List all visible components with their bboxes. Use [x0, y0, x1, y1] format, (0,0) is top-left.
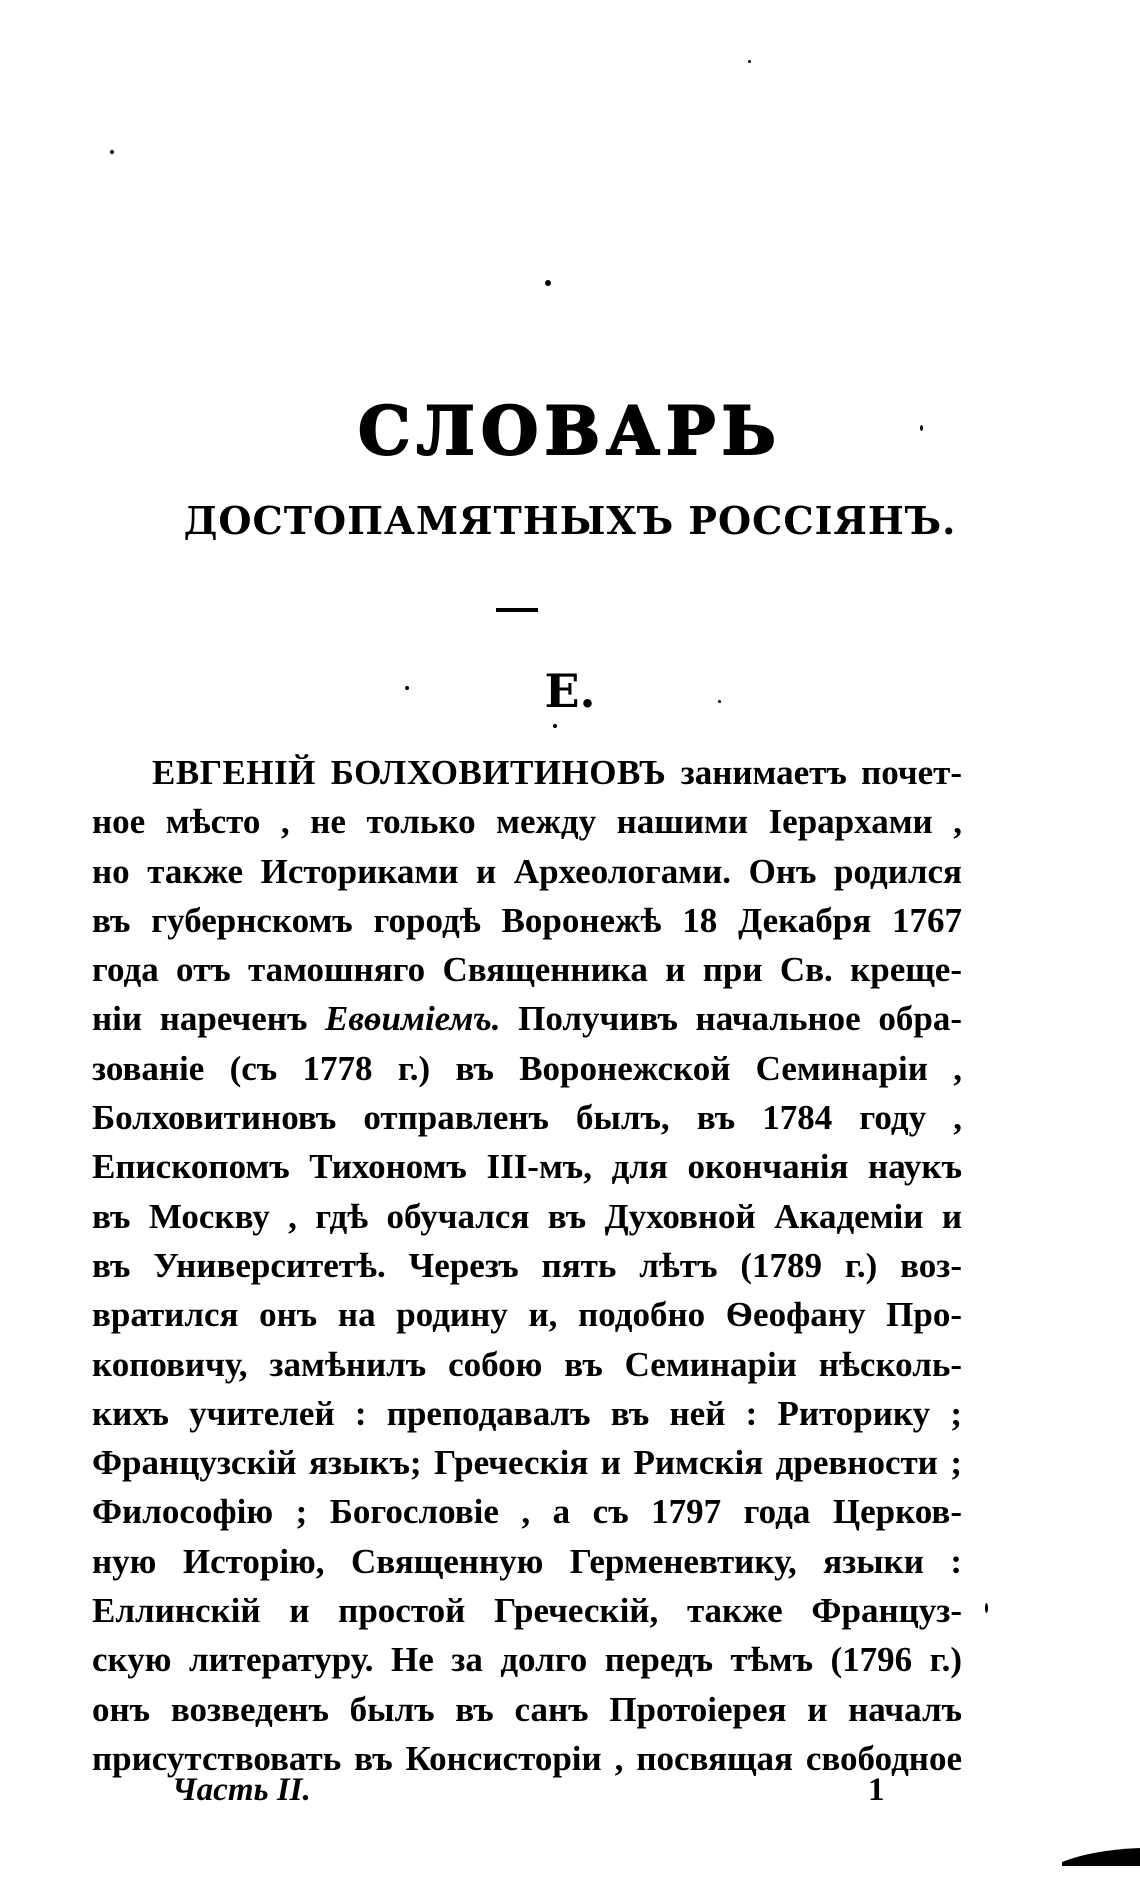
text-line: скую литературу. Не за долго передъ тѣмъ (1796 г.) [92, 1640, 962, 1680]
scan-speck [545, 280, 551, 286]
scan-edge-mark [1062, 1848, 1140, 1866]
entry-headword: ЕВГЕНІЙ БОЛХОВИТИНОВЪ [152, 753, 667, 792]
text-line: вратился онъ на родину и, подобно Ѳеофану Про- [92, 1295, 962, 1335]
page-subtitle: ДОСТОПАМЯТНЫХЪ РОССІЯНЪ. [183, 498, 957, 543]
text-line-content: занимаетъ почет- [666, 753, 962, 792]
volume-label: Часть II. [172, 1772, 311, 1808]
text-line: Еллинскій и простой Греческій, также Француз- [92, 1591, 962, 1631]
text-line [92, 748, 962, 797]
text-line: Философію ; Богословіе , а съ 1797 года Церков- [92, 1492, 962, 1532]
section-letter-heading: Е. [544, 664, 596, 718]
scan-speck [985, 1603, 988, 1613]
title-rule-divider [496, 608, 538, 612]
text-line: въ Москву , гдѣ обучался въ Духовной Академіи и [92, 1196, 962, 1236]
text-line: въ губернскомъ городѣ Воронежѣ 18 Декабря 1767 [92, 900, 962, 940]
text-line: кихъ учителей : преподавалъ въ ней : Риторику ; [92, 1393, 962, 1433]
entry-body [92, 748, 962, 1783]
text-line: Французскій языкъ; Греческія и Римскія древности ; [92, 1443, 962, 1483]
scan-speck [405, 686, 409, 690]
text-line: Епископомъ Тихономъ III-мъ, для окончанія наукъ [92, 1147, 962, 1187]
text-line: но также Историками и Археологами. Онъ родился [92, 851, 962, 891]
text-line: зованіе (съ 1778 г.) въ Воронежской Семинаріи , [92, 1048, 962, 1088]
text-line [92, 994, 962, 1043]
text-line: въ Университетѣ. Черезъ пять лѣтъ (1789 г.) воз- [92, 1245, 962, 1285]
page-number: 1 [868, 1772, 885, 1808]
text-line: ную Исторію, Священную Герменевтику, языки : [92, 1541, 962, 1581]
text-line-pre: ніи нареченъ [92, 999, 326, 1039]
text-line: Болховитиновъ отправленъ былъ, въ 1784 году , [92, 1098, 962, 1138]
page-title: СЛОВАРЬ [357, 392, 782, 470]
text-line: присутствовать въ Консисторіи , посвящая свободное [92, 1738, 962, 1778]
text-line-post: Получивъ начальное обра- [500, 999, 962, 1039]
scan-speck [718, 700, 721, 703]
baptismal-name-italic: Евѳиміемъ. [325, 999, 501, 1039]
scan-speck [553, 724, 557, 728]
text-line: года отъ тамошняго Священника и при Св. крещe- [92, 950, 962, 990]
text-line: онъ возведенъ былъ въ санъ Протоіерея и началъ [92, 1689, 962, 1729]
text-line: коповичу, замѣнилъ собою въ Семинаріи нѣсколь- [92, 1344, 962, 1384]
scan-speck [748, 60, 751, 63]
text-line: ное мѣсто , не только между нашими Іерархами , [92, 802, 962, 842]
scan-speck [110, 150, 114, 154]
scan-speck [920, 425, 923, 431]
